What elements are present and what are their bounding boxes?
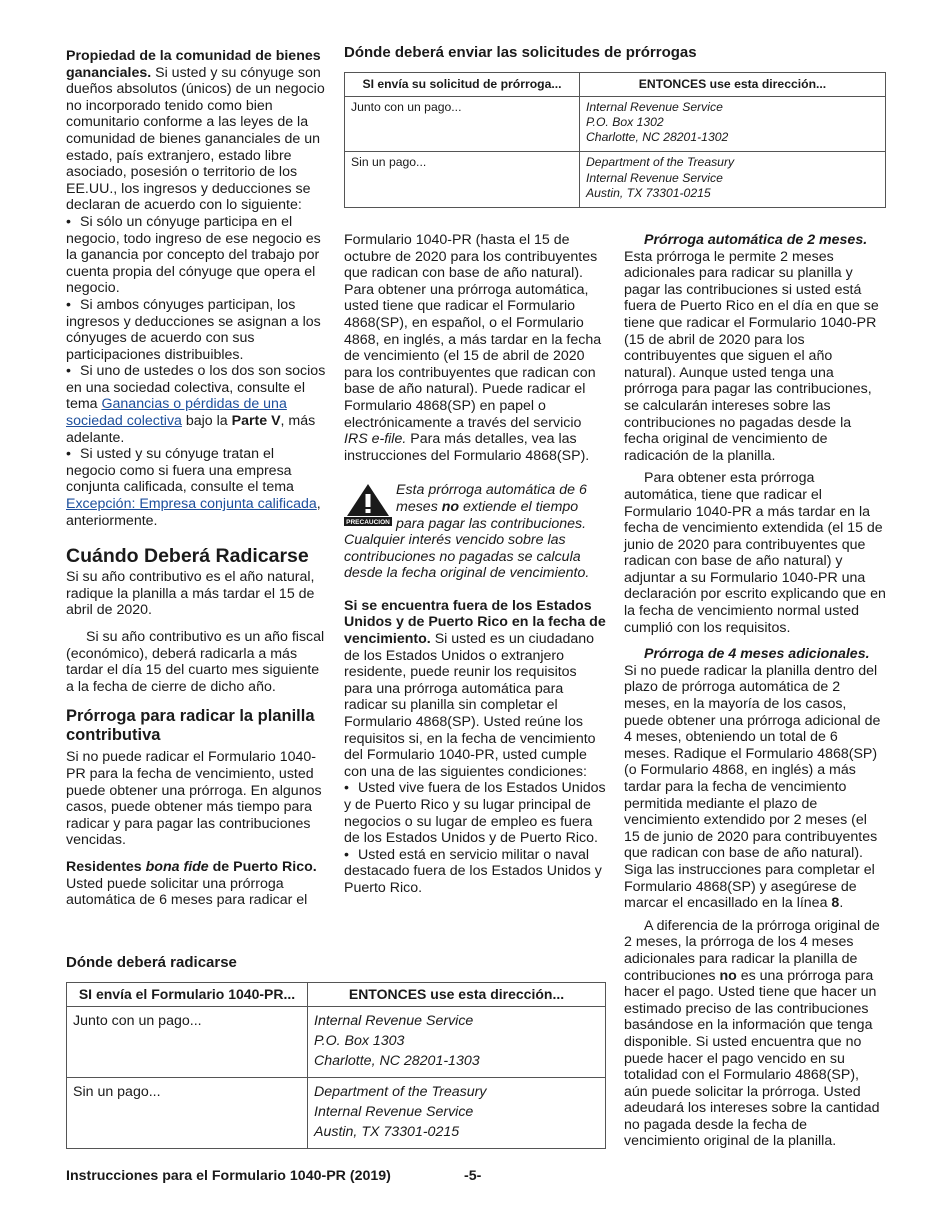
filing-address-table-section xyxy=(66,954,606,1149)
paragraph-outside-us: Si se encuentra fuera de los Estados Unidos y de Puerto Rico en la fecha de vencimiento. Si usted es un ciudadano de los Estados Unidos o extranjero residente, puede reunir los requisitos para una prórroga automática para radicar su planilla sin completar el Formulario 4868(SP). Usted reúne los requisitos si, en la fecha de vencimiento del Formulario 1040-PR, usted cumple con una de las siguientes condiciones: xyxy=(344,597,606,780)
table-title: Dónde deberá enviar las solicitudes de prórrogas xyxy=(344,44,697,61)
paragraph-2-month-extension: Prórroga automática de 2 meses. xyxy=(644,232,868,248)
column-right xyxy=(624,232,886,1150)
list-item: • Si sólo un cónyuge participa en el negocio, todo ingreso de ese negocio es la ganancia por concepto del trabajo por cuenta propia del cónyuge que opera el negocio. xyxy=(66,213,321,297)
column-left xyxy=(66,48,326,909)
column-middle xyxy=(344,232,606,897)
paragraph: Si no puede radicar la planilla dentro del plazo de prórroga automática de 2 meses, en la mayoría de los casos, puede obtener una prórroga adicional de 4 meses, obteniendo un total de 6 meses. Radique el Formulario 4868(SP) (o Formulario 4868, en inglés) a más tardar para la fecha de vencimiento permitida mediante el plazo de vencimiento extendido por 2 meses (el 15 de junio de 2020 para contribuyentes que radican con base de año natural). Siga las instrucciones para completar el Formulario 4868(SP) y asegúrese de marcar el encasillado en la línea 8. xyxy=(624,662,881,912)
table-cell-condition: Junto con un pago... xyxy=(345,96,580,152)
table-header: SI envía su solicitud de prórroga... xyxy=(345,73,580,97)
table-header: SI envía el Formulario 1040-PR... xyxy=(67,983,308,1007)
caution-label: PRECAUCION xyxy=(346,519,390,527)
paragraph-continued: Formulario 1040-PR (hasta el 15 de octubre de 2020 para los contribuyentes que radican con base de año natural). Para obtener una prórroga automática, usted tiene que radicar el Formulario 4868(SP), en español, o el Formulario 4868, en inglés, a más tardar en la fecha de vencimiento (el 15 de abril de 2020 para los contribuyentes que radican con base de año natural). Puede radicar el Formulario 4868(SP) en papel o electrónicamente a través del servicio IRS e-file. Para más detalles, vea las instrucciones del Formulario 4868(SP). xyxy=(344,232,602,464)
paragraph: Para obtener esta prórroga automática, tiene que radicar el Formulario 1040-PR a más tardar en la fecha de vencimiento extendida (el 15 de junio de 2020 para contribuyentes que radican con base de año natural) y adjuntar a su Formulario 1040-PR una declaración por escrito explicando que en la fecha de vencimiento normal usted cumplió con los requisitos. xyxy=(624,470,886,636)
table-header: ENTONCES use esta dirección... xyxy=(580,73,886,97)
table-cell-condition: Sin un pago... xyxy=(345,152,580,208)
footer-document-title: Instrucciones para el Formulario 1040-PR (2019) xyxy=(66,1168,391,1184)
caution-note: PRECAUCION Esta prórroga automática de 6 meses no extiende el tiempo para pagar las contribuciones. Cualquier interés vencido sobre las contribuciones no pagadas se calcula desde la fecha original de vencimiento. xyxy=(344,482,590,582)
bullet-icon: • xyxy=(66,363,71,380)
link-partnership-gains[interactable]: Ganancias o pérdidas de una sociedad colectiva xyxy=(66,396,287,430)
paragraph: Esta prórroga le permite 2 meses adicionales para radicar su planilla y pagar las contribuciones si usted está fuera de Puerto Rico en el día en que se tiene que radicar el Formulario 1040-PR (15 de abril de 2020 para los contribuyentes que siguen el año natural). Aunque usted tenga una prórroga para pagar las contribuciones, se calcularán intereses sobre las contribuciones no pagadas desde la fecha original de vencimiento de radicación de la planilla. xyxy=(624,248,879,464)
bullet-icon: • xyxy=(66,296,71,313)
paragraph: Si su año contributivo es el año natural, radique la planilla a más tardar el 15 de abril de 2020. xyxy=(66,569,315,619)
page-number: -5- xyxy=(464,1168,482,1184)
list-item: • Si usted y su cónyuge tratan el negocio como si fuera una empresa conjunta calificada, consulte el tema Excepción: Empresa conjunta calificada, anteriormente. xyxy=(66,446,321,529)
table-cell-address: Internal Revenue Service P.O. Box 1303 Charlotte, NC 28201-1303 xyxy=(308,1006,606,1077)
paragraph: Si no puede radicar el Formulario 1040-PR para la fecha de vencimiento, usted puede obtener una prórroga. En algunos casos, puede obtener más tiempo para radicar y para pagar las contribuciones vencidas. xyxy=(66,749,322,849)
paragraph: A diferencia de la prórroga original de 2 meses, la prórroga de los 4 meses adicionales para radicar la planilla de contribuciones no es una prórroga para hacer el pago. Usted tiene que hacer un estimado preciso de las contribuciones basándose en la información que tenga disponible. Si usted encuentra que no puede hacer el pago vencido en su totalidad con el Formulario 4868(SP), aún puede solicitar la prórroga. Usted adeudará los intereses sobre la cantidad no pagada desde la fecha de vencimiento original de la planilla. xyxy=(624,917,880,1150)
table-row xyxy=(67,1006,606,1077)
page-footer xyxy=(66,1168,886,1185)
list-item: • Si uno de ustedes o los dos son socios en una sociedad colectiva, consulte el tema Ganancias o pérdidas de una sociedad colectiva bajo la Parte V, más adelante. xyxy=(66,363,326,446)
table-cell-address: Department of the Treasury Internal Revenue Service Austin, TX 73301-0215 xyxy=(580,152,886,208)
table-title: Dónde deberá radicarse xyxy=(66,954,237,971)
table-header: ENTONCES use esta dirección... xyxy=(308,983,606,1007)
extension-address-table xyxy=(344,72,886,208)
bullet-icon: • xyxy=(66,446,71,463)
subsection-heading-extension: Prórroga para radicar la planilla contributiva xyxy=(66,707,315,745)
table-row xyxy=(67,1077,606,1148)
list-item: • Si ambos cónyuges participan, los ingresos y deducciones se asignan a los cónyuges de acuerdo con sus participaciones distribuibles. xyxy=(66,296,321,363)
section-heading-when-to-file: Cuándo Deberá Radicarse xyxy=(66,545,309,568)
paragraph: Si su año contributivo es un año fiscal (económico), deberá radicarla a más tardar el día 15 del cuarto mes siguiente a la fecha de cierre de dicho año. xyxy=(66,629,325,695)
bullet-icon: • xyxy=(344,780,349,797)
bullet-icon: • xyxy=(66,213,71,230)
table-cell-address: Department of the Treasury Internal Revenue Service Austin, TX 73301-0215 xyxy=(308,1077,606,1148)
link-qualified-joint-venture[interactable]: Excepción: Empresa conjunta calificada xyxy=(66,496,317,513)
list-item: • Usted está en servicio militar o naval destacado fuera de los Estados Unidos y Puerto Rico. xyxy=(344,846,602,896)
bullet-icon: • xyxy=(344,846,349,863)
list-item: • Usted vive fuera de los Estados Unidos y de Puerto Rico y su lugar principal de negocios o su lugar de empleo es fuera de los Estados Unidos y de Puerto Rico. xyxy=(344,780,606,847)
paragraph-body: Si usted y su cónyuge son dueños absolutos (únicos) de un negocio no incorporado tenido como bien comunitario conforme a las leyes de la comunidad de bienes gananciales de un estado, país extranjero, estado libre asociado, posesión o territorio de los EE.UU., los ingresos y deducciones se declaran de acuerdo con lo siguiente: xyxy=(66,64,325,214)
table-cell-address: Internal Revenue Service P.O. Box 1302 Charlotte, NC 28201-1302 xyxy=(580,96,886,152)
table-row xyxy=(345,152,886,208)
table-row xyxy=(345,96,886,152)
paragraph-heading: Propiedad de la comunidad de bienes gananciales. xyxy=(66,48,321,81)
extension-address-table-section xyxy=(344,44,886,208)
table-cell-condition: Junto con un pago... xyxy=(67,1006,308,1077)
paragraph-bona-fide-residents: Residentes bona fide de Puerto Rico. Usted puede solicitar una prórroga automática de 6 meses para radicar el xyxy=(66,858,317,909)
paragraph-4-month-extension: Prórroga de 4 meses adicionales. xyxy=(644,646,870,663)
paragraph-community-property xyxy=(66,48,326,214)
filing-address-table xyxy=(66,982,606,1149)
table-cell-condition: Sin un pago... xyxy=(67,1077,308,1148)
caution-icon xyxy=(344,482,392,526)
